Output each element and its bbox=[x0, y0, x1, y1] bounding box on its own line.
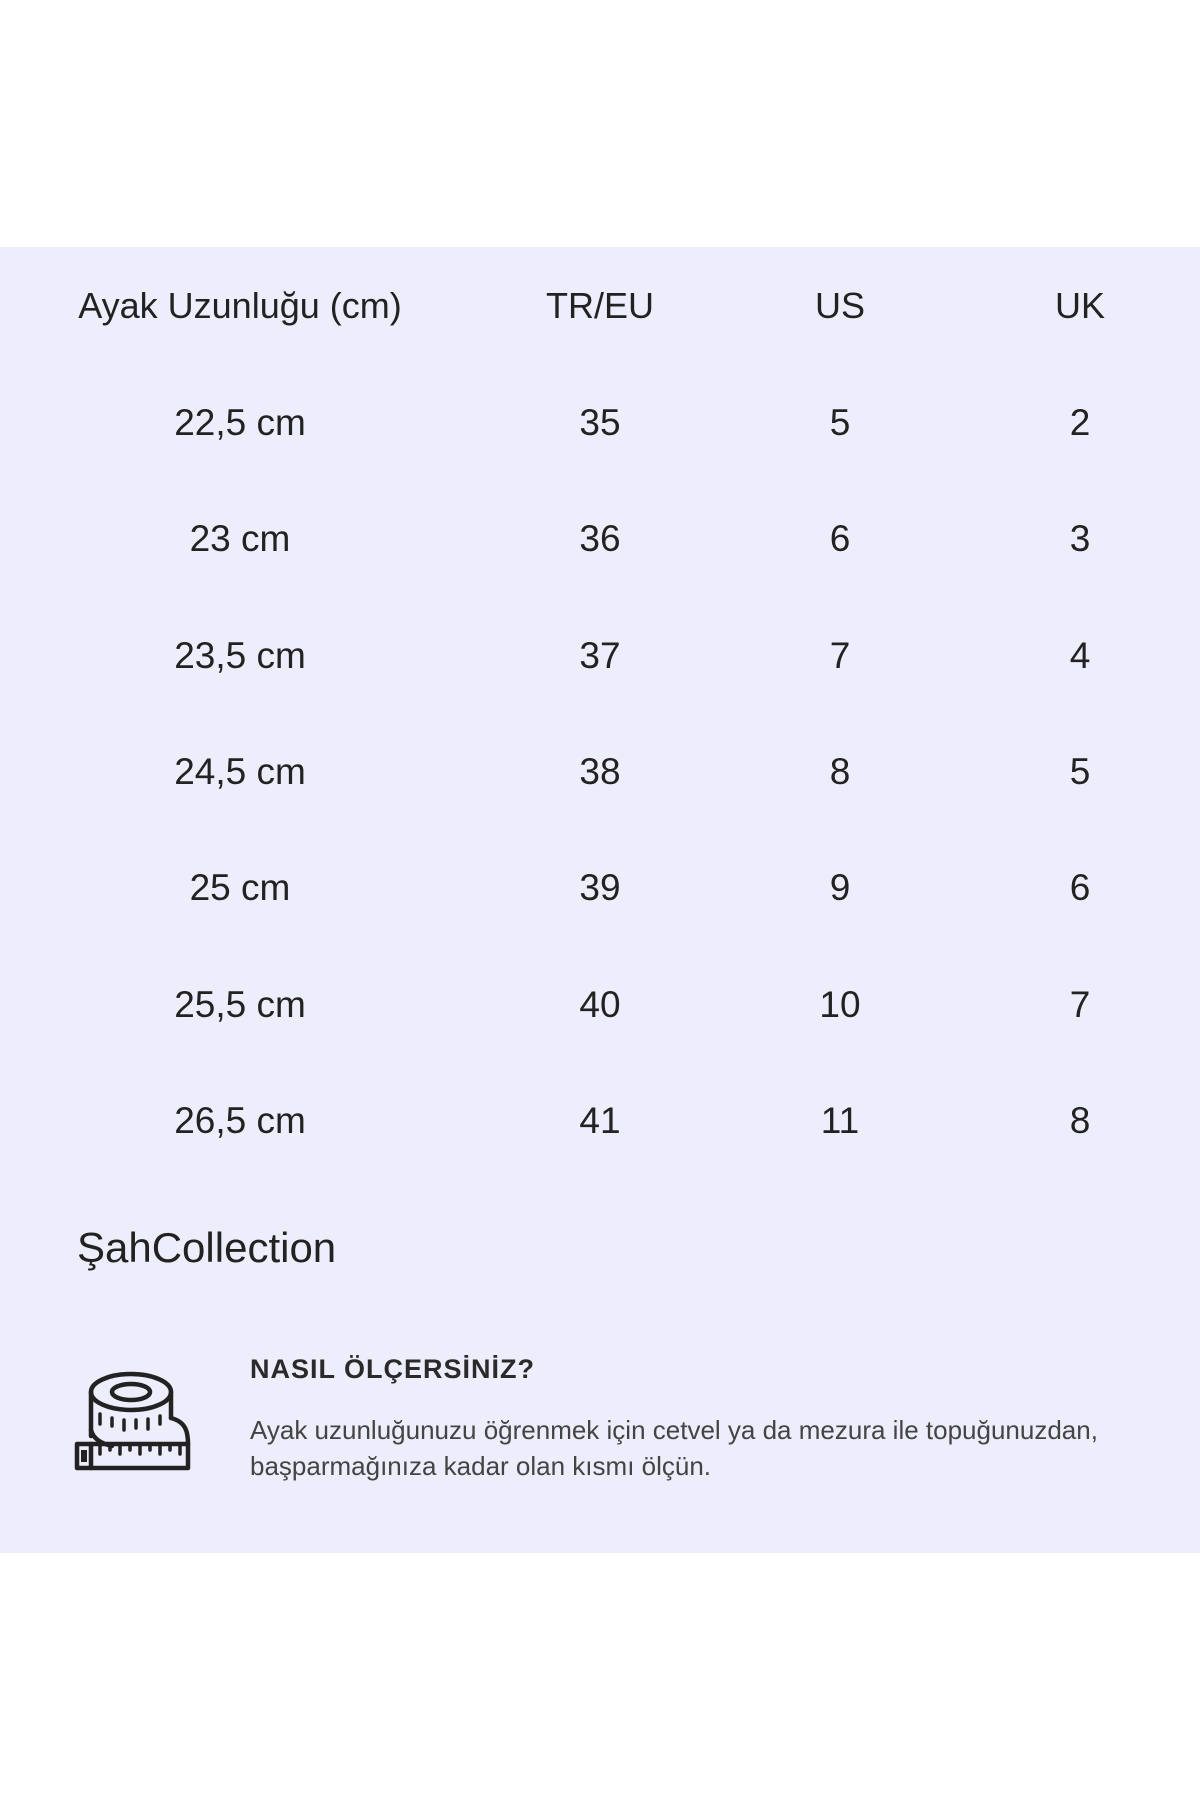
uk-cell: 3 bbox=[1069, 518, 1091, 559]
tr-eu-cell: 39 bbox=[579, 867, 621, 908]
uk-cell: 8 bbox=[1069, 1100, 1091, 1141]
column-header-us: US bbox=[814, 285, 865, 326]
table-row bbox=[0, 509, 1200, 569]
tr-eu-cell: 37 bbox=[579, 635, 621, 676]
tr-eu-cell: 35 bbox=[579, 402, 621, 443]
tr-eu-cell: 36 bbox=[579, 518, 621, 559]
table-row bbox=[0, 975, 1200, 1035]
how-to-measure-text: Ayak uzunluğunuzu öğrenmek için cetvel ya da mezura ile topuğunuzdan, başparmağınıza kadar olan kısmı ölçün. bbox=[250, 1415, 1098, 1481]
foot-length-cell: 22,5 cm bbox=[174, 402, 306, 443]
uk-cell: 5 bbox=[1069, 751, 1091, 792]
us-cell: 8 bbox=[829, 751, 851, 792]
foot-length-cell: 23 cm bbox=[189, 518, 291, 559]
foot-length-cell: 24,5 cm bbox=[174, 751, 306, 792]
brand-name: ŞahCollection bbox=[77, 1224, 337, 1271]
table-row bbox=[0, 858, 1200, 918]
us-cell: 9 bbox=[829, 867, 851, 908]
uk-cell: 4 bbox=[1069, 635, 1091, 676]
us-cell: 11 bbox=[820, 1100, 860, 1141]
us-cell: 5 bbox=[829, 402, 851, 443]
measuring-tape-icon bbox=[70, 1368, 194, 1474]
foot-length-cell: 25 cm bbox=[189, 867, 291, 908]
how-to-measure-title: NASIL ÖLÇERSİNİZ? bbox=[250, 1354, 536, 1384]
column-header-foot-length: Ayak Uzunluğu (cm) bbox=[78, 285, 402, 326]
column-header-uk: UK bbox=[1054, 285, 1105, 326]
us-cell: 6 bbox=[829, 518, 851, 559]
us-cell: 10 bbox=[819, 984, 861, 1025]
foot-length-cell: 25,5 cm bbox=[174, 984, 306, 1025]
foot-length-cell: 26,5 cm bbox=[174, 1100, 306, 1141]
tr-eu-cell: 40 bbox=[579, 984, 621, 1025]
table-row bbox=[0, 742, 1200, 802]
table-header bbox=[0, 276, 1200, 336]
table-row bbox=[0, 393, 1200, 453]
table-row bbox=[0, 1091, 1200, 1151]
column-header-tr-eu: TR/EU bbox=[546, 285, 654, 326]
uk-cell: 7 bbox=[1069, 984, 1091, 1025]
tr-eu-cell: 38 bbox=[579, 751, 621, 792]
uk-cell: 6 bbox=[1069, 867, 1091, 908]
uk-cell: 2 bbox=[1069, 402, 1091, 443]
table-row bbox=[0, 626, 1200, 686]
tr-eu-cell: 41 bbox=[579, 1100, 621, 1141]
us-cell: 7 bbox=[829, 635, 851, 676]
foot-length-cell: 23,5 cm bbox=[174, 635, 306, 676]
